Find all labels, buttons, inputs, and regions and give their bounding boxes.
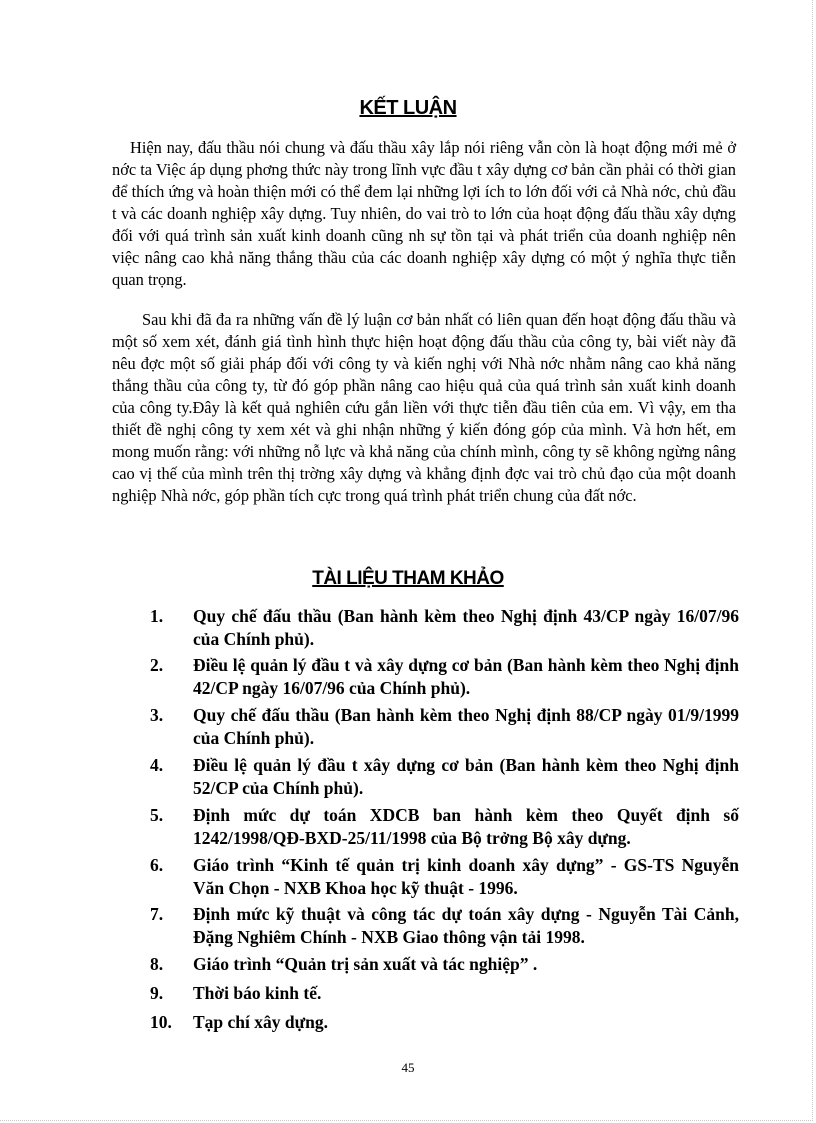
conclusion-paragraph-2: Sau khi đã đa ra những vấn đề lý luận cơ bản nhất có liên quan đến hoạt động đấu thầu và một số xem xét, đánh giá tình hình thực hiện hoạt động đấu thầu của công ty, bài viết này đã nêu đợc một số giải pháp đối với công ty và kiến nghị với Nhà nớc nhằm nâng cao khả năng thắng thầu của công ty, từ đó góp phần nâng cao hiệu quả của quá trình sản xuất kinh doanh của công ty.Đây là kết quả nghiên cứu gắn liền với thực tiễn đầu tiên của em. Vì vậy, em tha thiết đề nghị công ty xem xét và ghi nhận những ý kiến đóng góp của mình. Và hơn hết, em mong muốn rằng: với những nỗ lực và khả năng của chính mình, công ty sẽ không ngừng nâng cao vị thế của mình trên thị trờng xây dựng và khẳng định đợc vai trò chủ đạo của một doanh nghiệp Nhà nớc, góp phần tích cực trong quá trình phát triển chung của đất nớc. bbox=[112, 310, 736, 505]
reference-number: 8. bbox=[150, 954, 164, 974]
reference-text: Định mức kỹ thuật và công tác dự toán xây dựng - Nguyễn Tài Cảnh, Đặng Nghiêm Chính - NXB Giao thông vận tải 1998. bbox=[193, 904, 739, 947]
reference-number: 6. bbox=[150, 855, 164, 875]
reference-number: 10. bbox=[150, 1012, 172, 1032]
reference-number: 7. bbox=[150, 904, 164, 924]
page-number: 45 bbox=[401, 1060, 415, 1075]
reference-number: 5. bbox=[150, 805, 164, 825]
conclusion-heading: KẾT LUẬN bbox=[359, 97, 457, 119]
reference-number: 4. bbox=[150, 755, 164, 775]
reference-number: 9. bbox=[150, 983, 164, 1003]
reference-text: Định mức dự toán XDCB ban hành kèm theo Quyết định số 1242/1998/QĐ-BXD-25/11/1998 của Bộ trởng Bộ xây dựng. bbox=[193, 805, 739, 848]
reference-text: Giáo trình “Quản trị sản xuất và tác nghiệp” . bbox=[193, 954, 538, 974]
reference-text: Điều lệ quản lý đầu t xây dựng cơ bản (Ban hành kèm theo Nghị định 52/CP của Chính phủ). bbox=[193, 755, 739, 798]
references-heading: TÀI LIỆU THAM KHẢO bbox=[312, 568, 504, 589]
reference-number: 3. bbox=[150, 705, 164, 725]
reference-text: Tạp chí xây dựng. bbox=[193, 1012, 328, 1032]
reference-text: Điều lệ quản lý đầu t và xây dựng cơ bản (Ban hành kèm theo Nghị định 42/CP ngày 16/07/96 của Chính phủ). bbox=[193, 655, 739, 698]
reference-text: Giáo trình “Kinh tế quản trị kinh doanh xây dựng” - GS-TS Nguyễn Văn Chọn - NXB Khoa học kỹ thuật - 1996. bbox=[193, 855, 739, 898]
conclusion-paragraph-1: Hiện nay, đấu thầu nói chung và đấu thầu xây lắp nói riêng vẫn còn là hoạt động mới mẻ ở nớc ta Việc áp dụng phơng thức này trong lĩnh vực đầu t xây dựng cơ bản cần phải có thời gian để thích ứng và hoàn thiện mới có thể đem lại những lợi ích to lớn đối với cả Nhà nớc, chủ đầu t và các doanh nghiệp xây dựng. Tuy nhiên, do vai trò to lớn của hoạt động đấu thầu xây dựng đối với quá trình sản xuất kinh doanh cũng nh sự tồn tại và phát triển của doanh nghiệp nên việc nâng cao khả năng thắng thầu của các doanh nghiệp xây dựng có một ý nghĩa thực tiễn quan trọng. bbox=[112, 138, 736, 289]
reference-text: Quy chế đấu thầu (Ban hành kèm theo Nghị định 88/CP ngày 01/9/1999 của Chính phủ). bbox=[193, 705, 739, 748]
reference-text: Thời báo kinh tế. bbox=[193, 983, 322, 1003]
reference-number: 1. bbox=[150, 606, 164, 626]
reference-number: 2. bbox=[150, 655, 164, 675]
reference-text: Quy chế đấu thầu (Ban hành kèm theo Nghị định 43/CP ngày 16/07/96 của Chính phủ). bbox=[193, 606, 739, 649]
